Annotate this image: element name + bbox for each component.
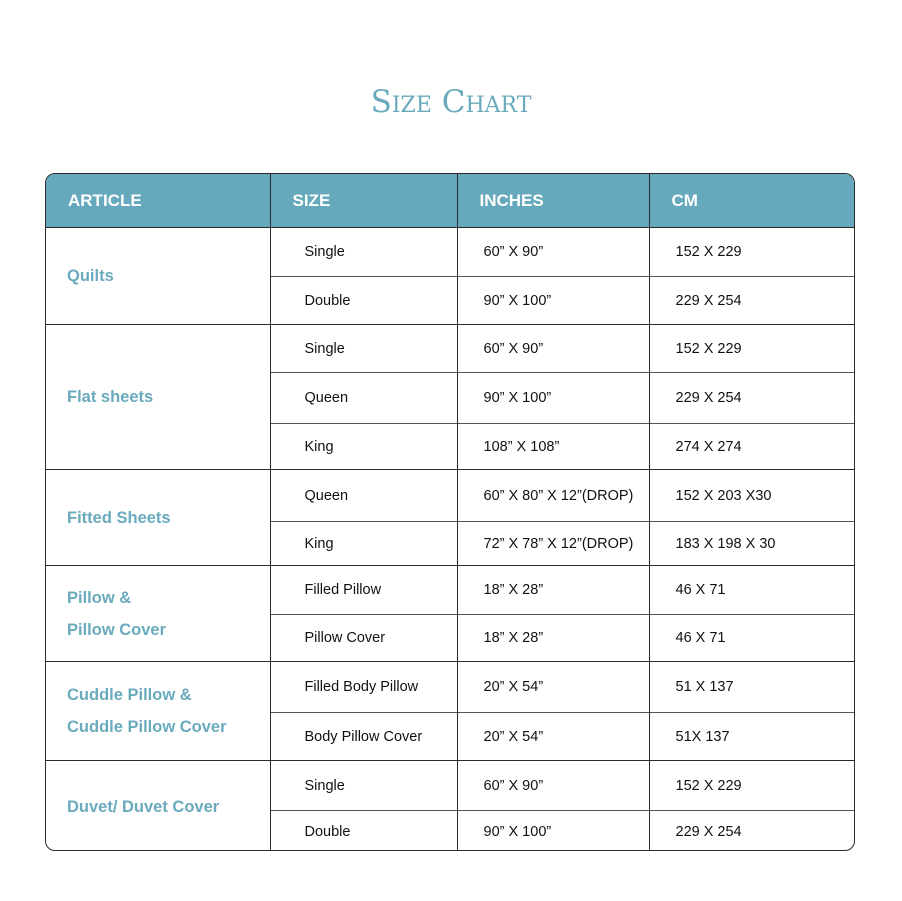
size-chart-table (45, 173, 855, 851)
inch-cell: 90” X 100” (457, 373, 649, 424)
cm-cell: 274 X 274 (649, 424, 854, 470)
header-cm: CM (649, 174, 854, 228)
article-label: Pillow Cover (67, 620, 167, 639)
size-cell: Double (270, 811, 457, 852)
size-cell: King (270, 424, 457, 470)
inch-cell: 20” X 54” (457, 662, 649, 713)
inch-cell: 72” X 78” X 12”(DROP) (457, 522, 649, 566)
size-cell: King (270, 522, 457, 566)
cm-cell: 229 X 254 (649, 277, 854, 325)
size-cell: Filled Body Pillow (270, 662, 457, 713)
cm-cell: 152 X 229 (649, 761, 854, 811)
inch-cell: 60” X 90” (457, 761, 649, 811)
article-label: Cuddle Pillow Cover (67, 718, 227, 736)
cm-cell: 46 X 71 (649, 615, 854, 662)
size-cell: Filled Pillow (270, 566, 457, 615)
article-cell (46, 325, 270, 470)
header-size: SIZE (270, 174, 457, 228)
table-row (46, 761, 854, 811)
inch-cell: 18” X 28” (457, 566, 649, 615)
size-cell: Queen (270, 373, 457, 424)
cm-cell: 51 X 137 (649, 662, 854, 713)
size-cell: Double (270, 277, 457, 325)
size-cell: Single (270, 761, 457, 811)
size-cell: Queen (270, 470, 457, 522)
table-row (46, 470, 854, 522)
cm-cell: 152 X 203 X30 (649, 470, 854, 522)
article-cell (46, 470, 270, 566)
cm-cell: 51X 137 (649, 713, 854, 761)
cm-cell: 183 X 198 X 30 (649, 522, 854, 566)
article-label: Quilts (67, 267, 114, 285)
article-label: Fitted Sheets (67, 508, 171, 527)
inch-cell: 60” X 80” X 12”(DROP) (457, 470, 649, 522)
article-label: Cuddle Pillow & (67, 686, 192, 704)
article-cell (46, 566, 270, 662)
article-cell (46, 228, 270, 325)
inch-cell: 90” X 100” (457, 277, 649, 325)
inch-cell: 18” X 28” (457, 615, 649, 662)
table-row (46, 566, 854, 615)
inch-cell: 90” X 100” (457, 811, 649, 852)
inch-cell: 60” X 90” (457, 325, 649, 373)
table-row (46, 662, 854, 713)
inch-cell: 108” X 108” (457, 424, 649, 470)
cm-cell: 229 X 254 (649, 811, 854, 852)
header-inches: INCHES (457, 174, 649, 228)
article-label: Pillow & (67, 588, 132, 607)
size-cell: Body Pillow Cover (270, 713, 457, 761)
cm-cell: 152 X 229 (649, 325, 854, 373)
size-cell: Single (270, 228, 457, 277)
article-cell (46, 662, 270, 761)
article-label: Duvet/ Duvet Cover (67, 797, 220, 816)
cm-cell: 229 X 254 (649, 373, 854, 424)
size-cell: Single (270, 325, 457, 373)
page-title: Size Chart (370, 84, 532, 120)
table-row (46, 325, 854, 373)
header-article: ARTICLE (46, 174, 270, 228)
cm-cell: 152 X 229 (649, 228, 854, 277)
header-row (46, 174, 854, 228)
inch-cell: 20” X 54” (457, 713, 649, 761)
article-cell (46, 761, 270, 852)
cm-cell: 46 X 71 (649, 566, 854, 615)
inch-cell: 60” X 90” (457, 228, 649, 277)
article-label: Flat sheets (67, 388, 154, 406)
table-row (46, 228, 854, 277)
size-cell: Pillow Cover (270, 615, 457, 662)
